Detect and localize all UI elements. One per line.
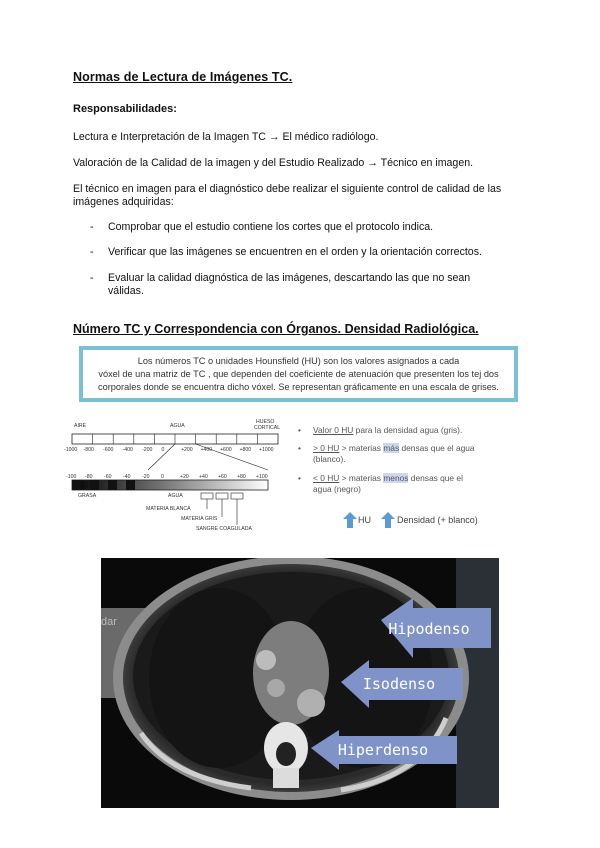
scale-bottom-tick: -20 (142, 474, 150, 480)
scale-top-tick: -800 (83, 447, 94, 453)
note-zero-hu-key: Valor 0 HU (313, 425, 354, 435)
paragraph-control-2: imágenes adquiridas: (73, 196, 174, 208)
list-item (90, 272, 530, 300)
scale-top-tick: +200 (181, 447, 193, 453)
note-positive-hu-text-c: (blanco). (313, 454, 346, 464)
note-negative-hu-text-b: densas que el (408, 473, 463, 483)
list-item-text: Comprobar que el estudio contiene los cortes que el protocolo indica. (108, 221, 434, 233)
paragraph-quality: Valoración de la Calidad de la imagen y del Estudio Realizado → Técnico en imagen. (73, 157, 474, 169)
ct-side-text: dar (101, 616, 117, 628)
scale-label-gray-matter: MATERIA GRIS (181, 516, 218, 522)
paragraph-reading: Lectura e Interpretación de la Imagen TC → El médico radiólogo. (73, 131, 379, 143)
scale-label-bone: HUESO (256, 419, 275, 425)
legend-hu: HU (358, 515, 371, 525)
page-title: Normas de Lectura de Imágenes TC. (73, 70, 293, 84)
note-zero-hu (298, 425, 518, 437)
scale-bottom-tick: +100 (256, 474, 268, 480)
dash-marker: - (90, 221, 94, 233)
note-positive-hu-text-a: > materias (339, 443, 384, 453)
scale-top-tick: +400 (200, 447, 213, 453)
scale-bottom-tick: +60 (218, 474, 227, 480)
scale-label-white-matter: MATERIA BLANCA (146, 506, 191, 512)
dash-marker: - (90, 246, 94, 258)
note-zero-hu-text: para la densidad agua (gris). (353, 425, 463, 435)
up-arrow-icon (343, 512, 357, 528)
scale-label-clotted-blood: SANGRE COAGULADA (196, 526, 252, 532)
ct-scan-image (101, 558, 499, 808)
scale-top-tick: -600 (103, 447, 114, 453)
scale-label-fat: GRASA (78, 493, 97, 499)
scale-bottom-tick: -100 (66, 474, 77, 480)
hu-scale-graphic (68, 413, 288, 538)
list-item (90, 246, 530, 260)
hu-scale-figure (64, 413, 288, 538)
ct-scan-graphic (101, 558, 499, 808)
section-subtitle: Responsabilidades: (73, 103, 177, 115)
label-isodenso: Isodenso (362, 675, 436, 693)
note-positive-hu-text-b: densas que el agua (399, 443, 475, 453)
dash-marker: - (90, 272, 94, 284)
note-negative-hu-highlight: menos (383, 473, 409, 483)
scale-bottom-tick: +80 (237, 474, 246, 480)
bullet-dot: • (298, 443, 301, 453)
paragraph-control-1: El técnico en imagen para el diagnóstico debe realizar el siguiente control de calidad de las (73, 183, 502, 195)
scale-top-tick: -1000 (64, 447, 78, 453)
hu-legend (343, 512, 493, 530)
up-arrow-icon (381, 512, 395, 528)
hu-line-1: Los números TC o unidades Hounsfield (HU) son los valores asignados a cada (137, 356, 460, 366)
list-item (90, 221, 530, 235)
hu-line-2: vóxel de una matriz de TC , que dependen del coeficiente de atenuación que presenten los tej dos (98, 369, 499, 379)
scale-top-tick: 0 (161, 447, 165, 453)
scale-top-tick: +800 (239, 447, 252, 453)
scale-top-tick: +1000 (259, 447, 274, 453)
list-item-text: Verificar que las imágenes se encuentren en el orden y la orientación correctos. (108, 246, 482, 258)
note-positive-hu (298, 443, 518, 467)
list-item-text: Evaluar la calidad diagnóstica de las imágenes, descartando las que no sean (108, 272, 471, 284)
scale-label-water: AGUA (170, 423, 185, 429)
scale-bottom-tick: +20 (180, 474, 189, 480)
scale-label-water-bottom: AGUA (168, 493, 183, 499)
scale-top-tick: +600 (220, 447, 232, 453)
bullet-dot: • (298, 473, 301, 483)
legend-density: Densidad (+ blanco) (397, 515, 478, 525)
scale-bottom-tick: 0 (161, 474, 164, 480)
scale-bottom-tick: -80 (85, 474, 93, 480)
scale-label-cortical: CORTICAL (254, 425, 281, 431)
list-item-text-cont: válidas. (108, 285, 144, 297)
note-negative-hu-key: < 0 HU (313, 473, 340, 483)
section-title-hu: Número TC y Correspondencia con Órganos. Densidad Radiológica. (73, 322, 479, 336)
note-negative-hu-text-c: agua (negro) (313, 484, 361, 494)
label-hiperdenso: Hiperdenso (337, 741, 429, 759)
label-hipodenso: Hipodenso (388, 620, 470, 638)
hu-definition-box (79, 346, 518, 402)
note-positive-hu-highlight: más (383, 443, 400, 453)
scale-bottom-tick: +40 (199, 474, 208, 480)
scale-top-tick: -200 (142, 447, 153, 453)
note-negative-hu (298, 473, 518, 497)
bullet-dot: • (298, 425, 301, 435)
scale-top-tick: -400 (122, 447, 133, 453)
note-negative-hu-text-a: > materias (339, 473, 384, 483)
scale-bottom-tick: -60 (104, 474, 112, 480)
note-positive-hu-key: > 0 HU (313, 443, 340, 453)
scale-label-air: AIRE (74, 423, 87, 429)
scale-bottom-tick: -40 (123, 474, 131, 480)
hu-line-3: corporales donde se encuentra dicho vóxel. Se representan gráficamente en una escala de grises. (98, 382, 499, 392)
